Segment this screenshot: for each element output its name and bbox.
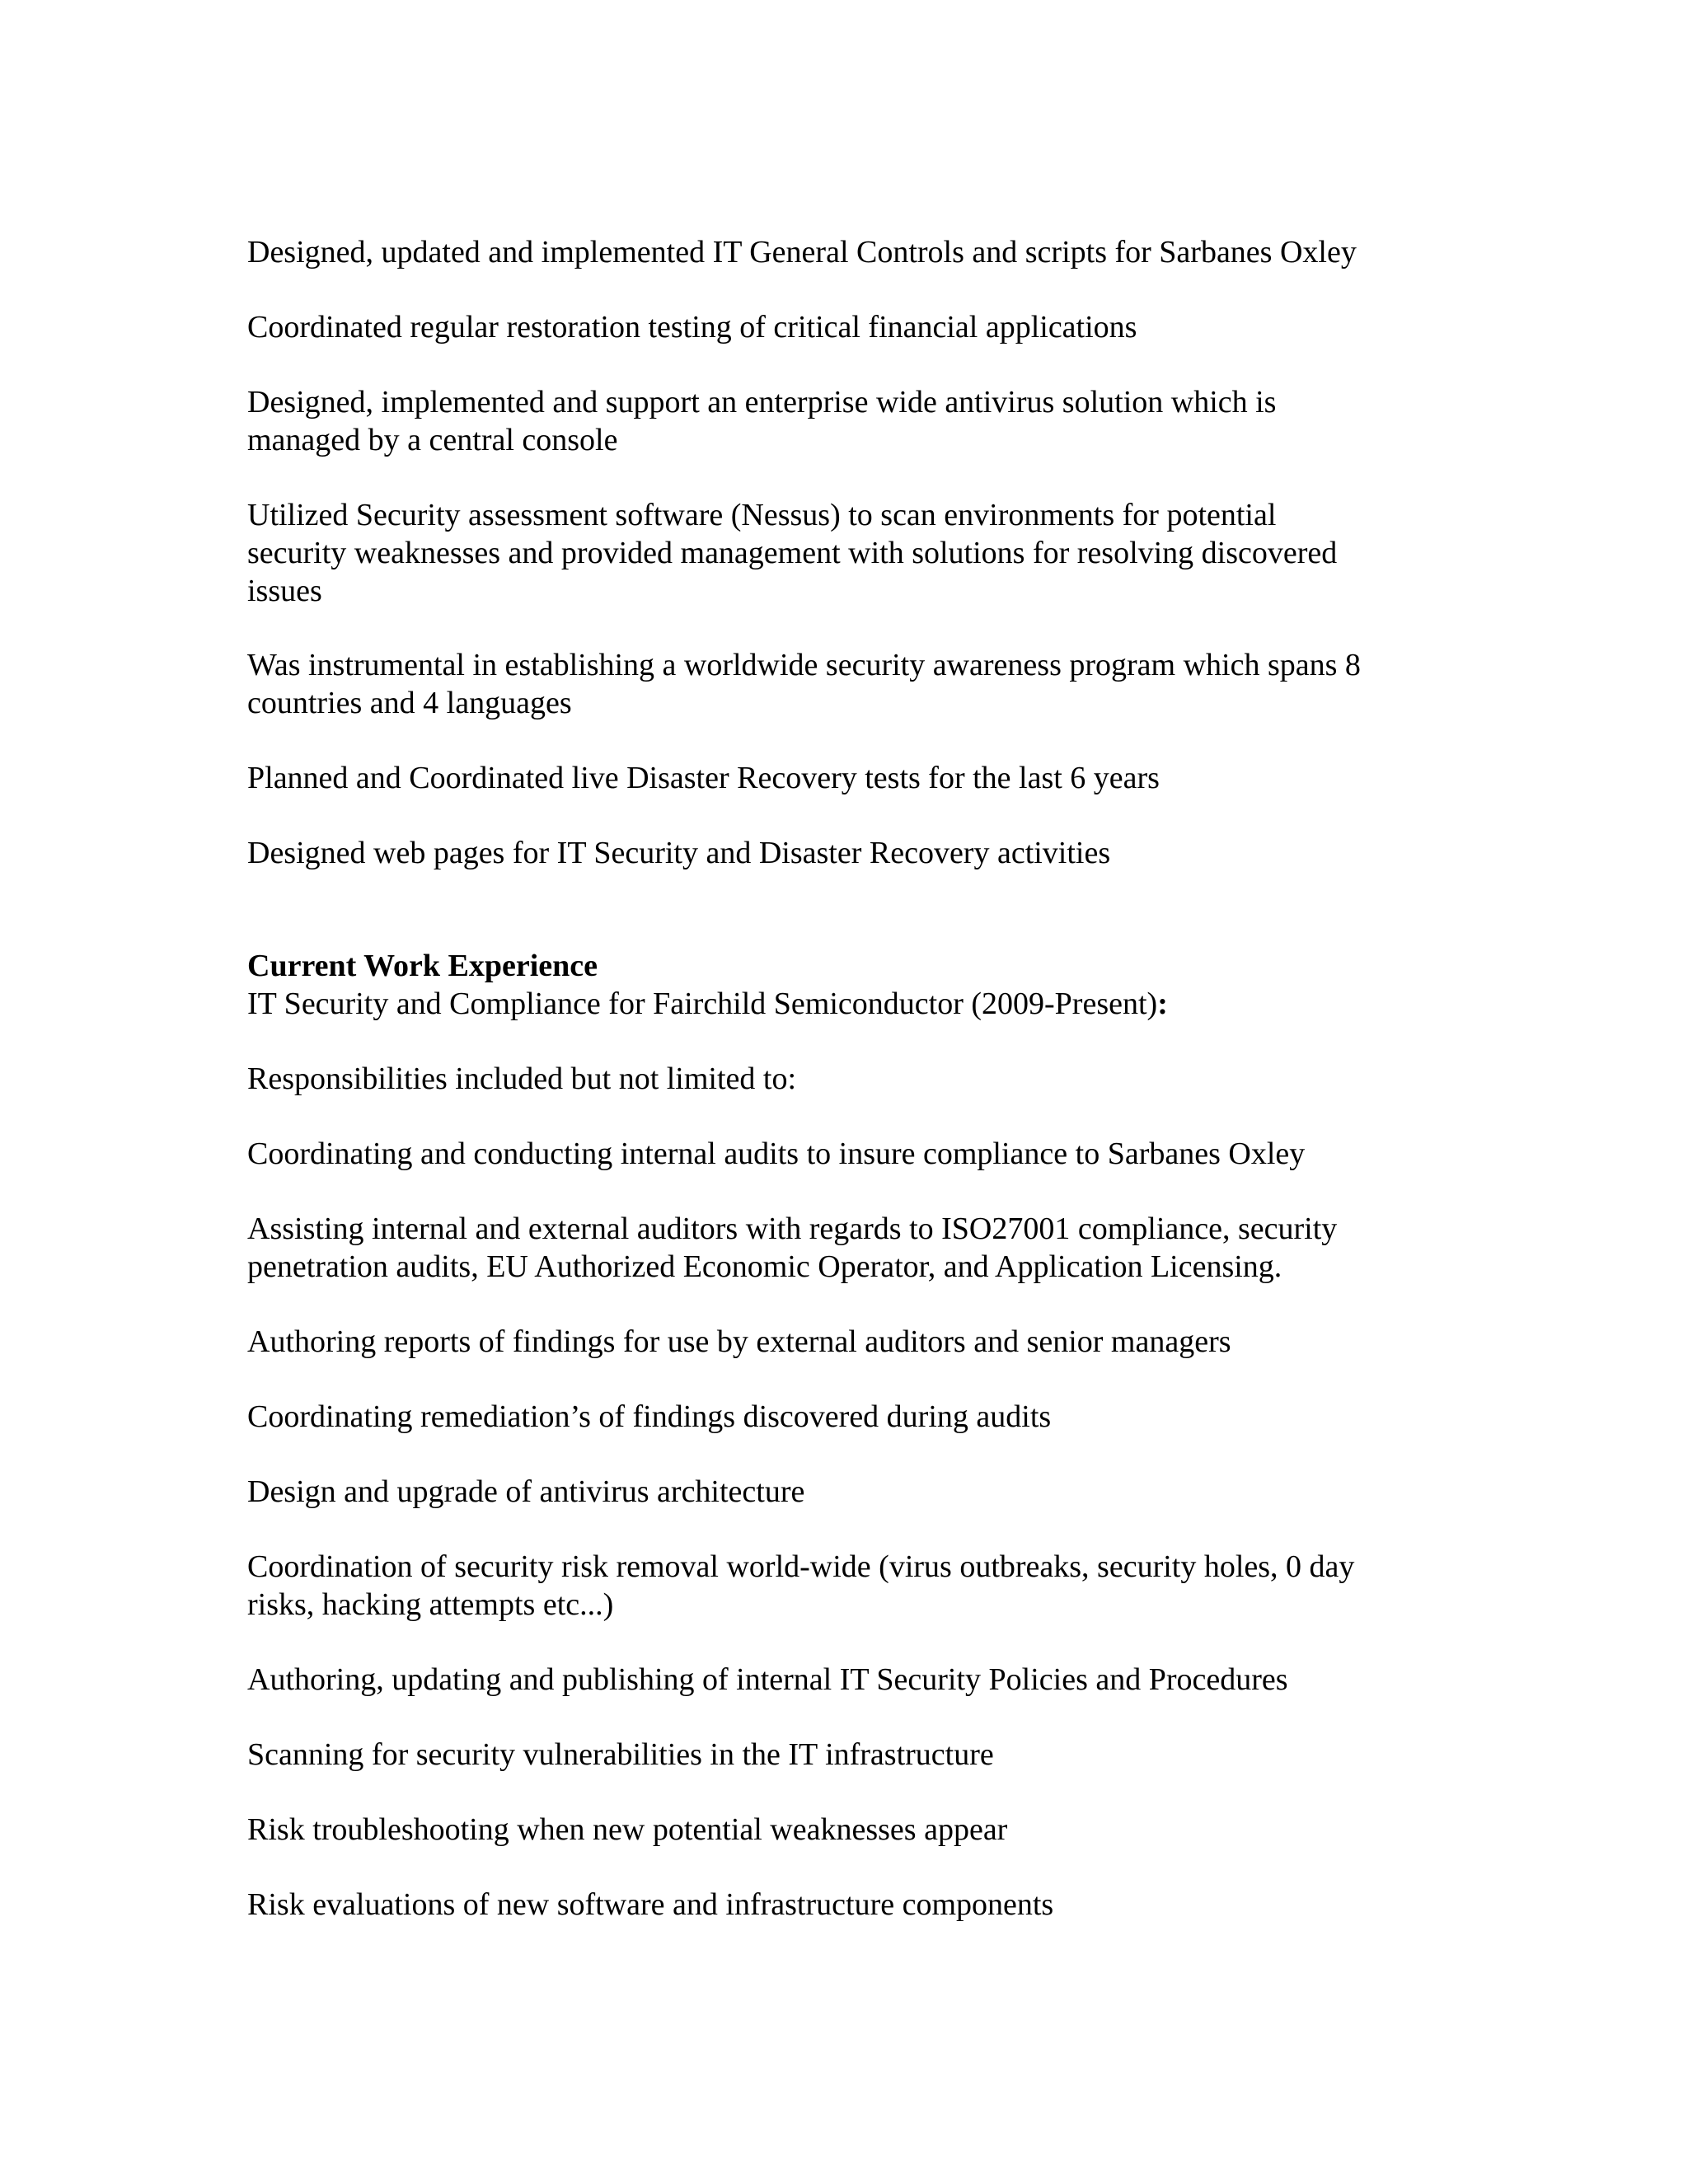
text-line: Responsibilities included but not limited to:	[247, 1062, 797, 1096]
text-line: risks, hacking attempts etc...)	[247, 1587, 614, 1622]
accomplishment-item	[247, 834, 1451, 872]
responsibility-item	[247, 1811, 1451, 1849]
text-line: countries and 4 languages	[247, 686, 572, 720]
role-text: IT Security and Compliance for Fairchild Semiconductor (2009-Present)	[247, 987, 1158, 1021]
section-header	[247, 947, 1451, 1023]
responsibility-item	[247, 1886, 1451, 1924]
text-line: Planned and Coordinated live Disaster Recovery tests for the last 6 years	[247, 761, 1160, 795]
text-line: Risk troubleshooting when new potential weaknesses appear	[247, 1812, 1008, 1847]
responsibility-item	[247, 1473, 1451, 1511]
text-line: Design and upgrade of antivirus architecture	[247, 1474, 805, 1509]
responsibility-item	[247, 1736, 1451, 1774]
text-line: Scanning for security vulnerabilities in the IT infrastructure	[247, 1737, 994, 1772]
text-line: Coordinated regular restoration testing of critical financial applications	[247, 310, 1137, 344]
accomplishment-item	[247, 383, 1451, 459]
accomplishment-item	[247, 646, 1451, 722]
accomplishment-item	[247, 308, 1451, 346]
section-heading: Current Work Experience	[247, 949, 598, 983]
text-line: Coordinating remediation’s of findings discovered during audits	[247, 1399, 1052, 1434]
text-line: Designed, updated and implemented IT General Controls and scripts for Sarbanes Oxley	[247, 235, 1357, 269]
text-line: managed by a central console	[247, 423, 618, 457]
role-line	[247, 985, 1451, 1023]
text-line: Coordination of security risk removal world-wide (virus outbreaks, security holes, 0 day	[247, 1549, 1355, 1584]
role-colon: :	[1157, 987, 1168, 1021]
text-line: Assisting internal and external auditors with regards to ISO27001 compliance, security	[247, 1212, 1338, 1246]
text-line: penetration audits, EU Authorized Economic Operator, and Application Licensing.	[247, 1249, 1282, 1284]
responsibilities-intro	[247, 1060, 1451, 1098]
text-line: Risk evaluations of new software and infrastructure components	[247, 1887, 1054, 1922]
responsibility-item	[247, 1661, 1451, 1699]
responsibility-item	[247, 1548, 1451, 1624]
accomplishment-item	[247, 233, 1451, 271]
text-line: Designed, implemented and support an enterprise wide antivirus solution which is	[247, 385, 1277, 419]
text-line: security weaknesses and provided management with solutions for resolving discovered	[247, 536, 1338, 570]
text-line: issues	[247, 574, 322, 608]
responsibility-item	[247, 1135, 1451, 1173]
accomplishment-item	[247, 496, 1451, 610]
responsibility-item	[247, 1323, 1451, 1361]
text-line: Coordinating and conducting internal audits to insure compliance to Sarbanes Oxley	[247, 1137, 1306, 1171]
text-line: Authoring reports of findings for use by external auditors and senior managers	[247, 1324, 1231, 1359]
text-line: Utilized Security assessment software (Nessus) to scan environments for potential	[247, 498, 1277, 532]
accomplishment-item	[247, 759, 1451, 797]
text-line: Was instrumental in establishing a worldwide security awareness program which spans 8	[247, 648, 1361, 682]
text-line: Designed web pages for IT Security and Disaster Recovery activities	[247, 836, 1111, 870]
text-line: Authoring, updating and publishing of internal IT Security Policies and Procedures	[247, 1662, 1288, 1697]
responsibility-item	[247, 1398, 1451, 1436]
responsibility-item	[247, 1210, 1451, 1286]
